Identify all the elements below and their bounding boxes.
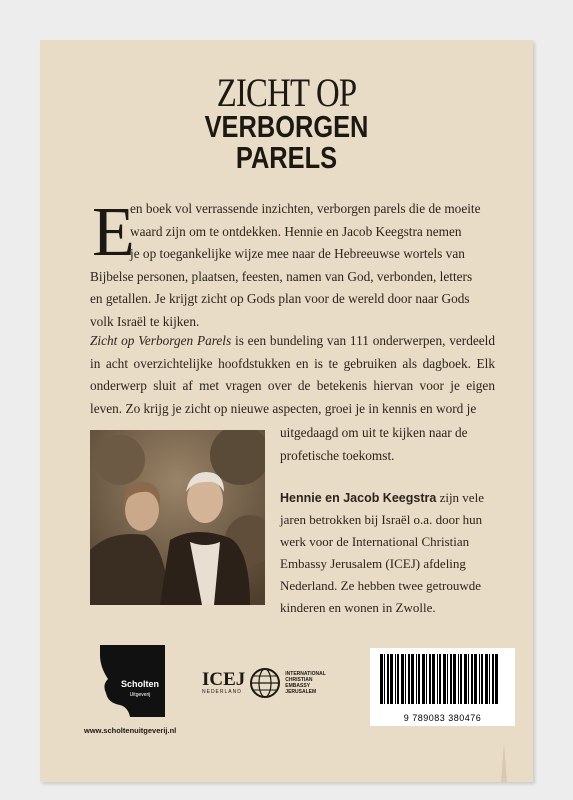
svg-text:Scholten: Scholten [120,679,160,689]
barcode-bar [437,654,438,704]
barcode-bar [489,654,490,704]
author-photo [90,430,265,605]
barcode-bar [390,654,393,704]
icej-logo: ICEJ NEDERLAND INTERNATIONAL CHRISTIAN EMBASSY JERUSALEM [202,667,326,699]
barcode-bar [450,654,452,704]
barcode-bar [460,654,462,704]
barcode-bar [416,654,417,704]
book-title [40,70,533,175]
barcode-bars [380,654,500,712]
barcode-bar [426,654,427,704]
barcode-bar [485,654,488,704]
intro-paragraph: en boek vol verrassende inzichten, verborgen parels die de moeite waard zijn om te ontdekken. Hennie en Jacob Keegstra nemen je op toegankelijke wijze mee naar de Hebreeuwse wortels van Bijbelse personen, plaatsen, feesten, namen van God, verbonden, letters en getallen. Je krijgt zicht op Gods plan voor de wereld door naar Gods volk Israël te kijken. [90,201,481,329]
description-continuation: uitgedaagd om uit te kijken naar de profetische toekomst. [280,425,468,463]
barcode-bar [395,654,396,704]
barcode-bar [405,654,406,704]
barcode-bar [474,654,477,704]
barcode-bar [479,654,480,704]
barcode-bar [468,654,469,704]
barcode-bar [471,654,473,704]
barcode-bar [387,654,389,704]
barcode-bar [384,654,385,704]
globe-icon [249,667,281,699]
isbn-number: 9 789083 380476 [403,713,482,723]
svg-text:Uitgeverij: Uitgeverij [129,692,151,698]
barcode-bar [495,654,498,704]
scholten-logo [100,645,165,717]
title-line-3: PARELS [235,140,338,175]
author-bio: Hennie en Jacob Keegstra zijn vele jaren betrokken bij Israël o.a. door hun werk voor de International Christian Embassy Jerusalem (ICEJ) afdeling Nederland. Ze hebben twee getrouwde kinderen en wonen in Zwolle. [280,490,484,615]
publisher-url[interactable]: www.scholtenuitgeverij.nl [84,726,177,735]
barcode-bar [443,654,446,704]
barcode-bar [418,654,420,704]
barcode-bar [458,654,459,704]
barcode-bar [481,654,483,704]
barcode-bar [408,654,410,704]
title-line-2: VERBORGEN [204,109,369,144]
barcode-bar [397,654,399,704]
barcode [370,648,515,726]
barcode-bar [432,654,435,704]
title-line-1: ZICHT OP [216,70,357,115]
description-paragraph: Zicht op Verborgen Parels is een bundeling van 111 onderwerpen, verdeeld in acht overzichtelijke hoofdstukken en is te gebruiken als dagboek. Elk onderwerp sluit af met vragen over de betekenis hiervan voor je eigen leven. Zo krijg je zicht op nieuwe aspecten, groei je in kennis en word je [90,333,495,416]
barcode-bar [453,654,456,704]
barcode-bar [439,654,441,704]
barcode-bar [401,654,404,704]
barcode-bar [411,654,414,704]
drop-cap: E [92,194,135,271]
barcode-bar [429,654,431,704]
back-cover [40,40,533,782]
nur-mark [489,742,519,782]
barcode-bar [492,654,494,704]
barcode-bar [422,654,425,704]
barcode-bar [464,654,467,704]
barcode-bar [380,654,383,704]
barcode-bar [447,654,448,704]
